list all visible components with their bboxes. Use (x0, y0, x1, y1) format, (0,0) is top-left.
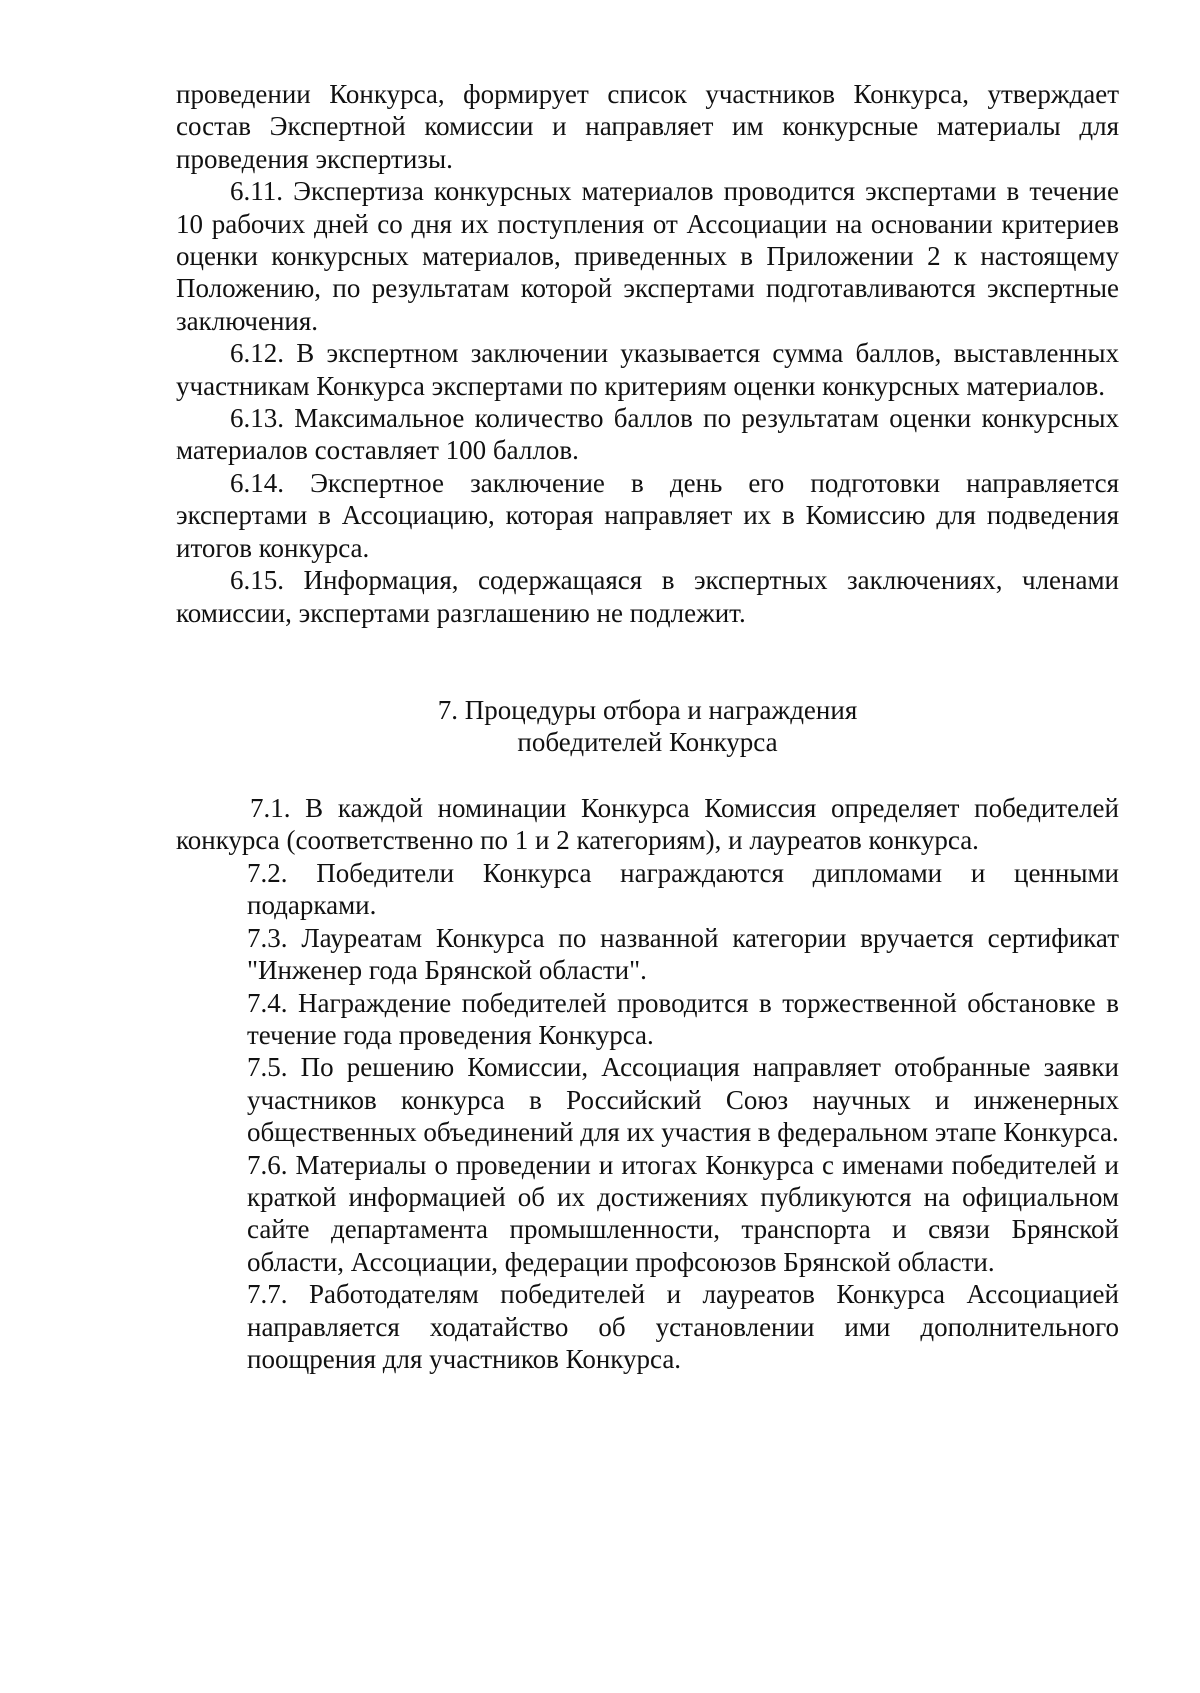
section-7-body (176, 792, 1119, 857)
section-7-heading (176, 694, 1119, 758)
paragraph-7-4: 7.4. Награждение победителей проводится в торжественной обстановке в течение года проведения Конкурса. (247, 987, 1119, 1051)
section-7-heading-line-1: 7. Процедуры отбора и награждения (437, 695, 858, 725)
paragraph-7-7: 7.7. Работодателям победителей и лауреатов Конкурса Ассоциацией направляется ходатайство об установлении ими дополнительного поощрения для участников Конкурса. (247, 1279, 1119, 1375)
paragraph-7-1: 7.1. В каждой номинации Конкурса Комиссия определяет победителей конкурса (соответственно по 1 и 2 категориям), и лауреатов конкурса. (176, 793, 1119, 856)
paragraph-7-6: 7.6. Материалы о проведении и итогах Конкурса с именами победителей и краткой информацией об их достижениях публикуются на официальном сайте департамента промышленности, транспорта и связи Брянской области, Ассоциации, федерации профсоюзов Брянской области. (247, 1149, 1119, 1277)
paragraph-7-2: 7.2. Победители Конкурса награждаются дипломами и ценными подарками. (247, 858, 1119, 921)
paragraph-continuation: проведении Конкурса, формирует список участников Конкурса, утверждает состав Экспертной комиссии и направляет им конкурсные материалы для проведения экспертизы. (176, 79, 1119, 174)
paragraph-6-15: 6.15. Информация, содержащаяся в экспертных заключениях, членами комиссии, экспертами разглашению не подлежит. (176, 565, 1119, 628)
paragraph-6-13: 6.13. Максимальное количество баллов по результатам оценки конкурсных материалов составляет 100 баллов. (176, 403, 1119, 466)
paragraph-6-14: 6.14. Экспертное заключение в день его подготовки направляется экспертами в Ассоциацию, которая направляет их в Комиссию для подведения итогов конкурса. (176, 467, 1119, 563)
section-7-body-indented (247, 857, 1119, 1376)
paragraph-7-5: 7.5. По решению Комиссии, Ассоциация направляет отобранные заявки участников конкурса в Российский Союз научных и инженерных общественных объединений для их участия в федеральном этапе Конкурса. (247, 1052, 1119, 1148)
paragraph-6-12: 6.12. В экспертном заключении указывается сумма баллов, выставленных участникам Конкурса экспертами по критериям оценки конкурсных материалов. (176, 338, 1119, 401)
paragraph-7-3: 7.3. Лауреатам Конкурса по названной категории вручается сертификат "Инженер года Брянской области". (247, 922, 1119, 986)
section-7-heading-line-2: победителей Конкурса (517, 727, 778, 757)
section-6-body (176, 78, 1119, 629)
paragraph-6-11: 6.11. Экспертиза конкурсных материалов проводится экспертами в течение 10 рабочих дней со дня их поступления от Ассоциации на основании критериев оценки конкурсных материалов, приведенных в Приложении 2 к настоящему Положению, по результатам которой экспертами подготавливаются экспертные заключения. (176, 176, 1119, 336)
